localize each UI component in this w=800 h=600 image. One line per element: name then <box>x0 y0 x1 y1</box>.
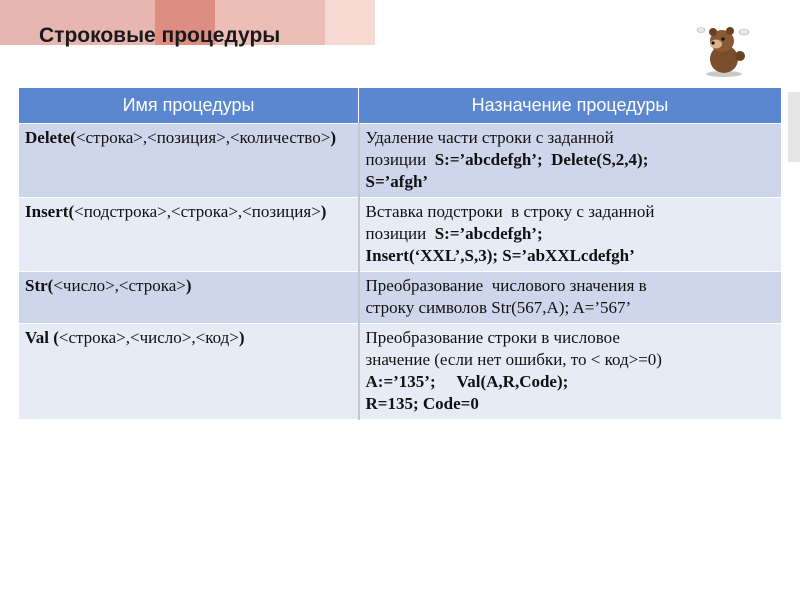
header-procedure-purpose: Назначение процедуры <box>359 88 782 124</box>
purpose-line <box>366 349 774 371</box>
purpose-text-segment: значение (если нет ошибки, то < код>=0) <box>365 350 662 369</box>
procedure-purpose-cell <box>359 272 782 324</box>
purpose-text-segment: R=135; Code=0 <box>365 394 479 413</box>
purpose-text-segment: A:=’135’; Val(A,R,Code); <box>365 372 569 391</box>
purpose-line <box>366 149 774 171</box>
procedure-signature-part: ) <box>238 328 245 347</box>
procedure-purpose-cell <box>359 124 782 198</box>
procedure-signature-part: ) <box>320 202 327 221</box>
purpose-line <box>366 223 774 245</box>
procedure-signature-part: <строка>,<позиция>,<количество> <box>75 128 331 147</box>
table-row <box>19 272 782 324</box>
purpose-line <box>366 371 774 393</box>
procedure-signature-part: <подстрока>,<строка>,<позиция> <box>74 202 321 221</box>
purpose-line <box>366 245 774 267</box>
procedure-signature-part: ) <box>330 128 336 147</box>
procedure-purpose-cell <box>359 198 782 272</box>
procedure-name-cell <box>19 124 359 198</box>
procedure-signature-part: Delete( <box>25 128 76 147</box>
purpose-text-segment: позиции <box>365 150 435 169</box>
purpose-text-segment: Преобразование строки в числовое <box>365 328 620 347</box>
procedure-signature-part: Insert( <box>25 202 75 221</box>
purpose-line <box>366 275 774 297</box>
purpose-line <box>366 327 774 349</box>
procedure-signature-part: <строка>,<число>,<код> <box>58 328 239 347</box>
header-procedure-name: Имя процедуры <box>19 88 359 124</box>
purpose-text-segment: Insert(‘XXL’,S,3); S=’abXXLcdefgh’ <box>365 246 635 265</box>
purpose-text-segment: S:=’abcdefgh’; <box>434 224 543 243</box>
purpose-text-segment: S=’afgh’ <box>365 172 429 191</box>
slide-title: Строковые процедуры <box>39 24 281 47</box>
purpose-text-segment: строку символов Str(567,A); A=’567’ <box>365 298 632 317</box>
table-header-row <box>19 88 782 124</box>
purpose-line <box>366 127 774 149</box>
procedure-signature-part: ) <box>185 276 192 295</box>
procedure-name-cell <box>19 272 359 324</box>
purpose-text-segment: S:=’abcdefgh’; Delete(S,2,4); <box>434 150 649 169</box>
purpose-line <box>366 297 774 319</box>
header-decor-block <box>325 0 375 45</box>
table-row <box>19 324 782 420</box>
procedure-signature-part: <число>,<строка> <box>53 276 186 295</box>
bear-mascot-icon <box>696 22 752 78</box>
purpose-text-segment: Удаление части строки с заданной <box>365 128 614 147</box>
purpose-line <box>366 201 774 223</box>
purpose-text-segment: Преобразование числового значения в <box>365 276 647 295</box>
procedure-name-cell <box>19 324 359 420</box>
edge-decor-strip <box>788 92 800 162</box>
procedure-name-cell <box>19 198 359 272</box>
procedure-signature-part: Str( <box>25 276 54 295</box>
purpose-text-segment: Вставка подстроки в строку с заданной <box>365 202 655 221</box>
procedure-purpose-cell <box>359 324 782 420</box>
procedures-table <box>18 87 782 420</box>
procedure-signature-part: Val ( <box>25 328 59 347</box>
purpose-text-segment: позиции <box>365 224 435 243</box>
purpose-line <box>366 171 774 193</box>
table-row <box>19 198 782 272</box>
table-row <box>19 124 782 198</box>
purpose-line <box>366 393 774 415</box>
